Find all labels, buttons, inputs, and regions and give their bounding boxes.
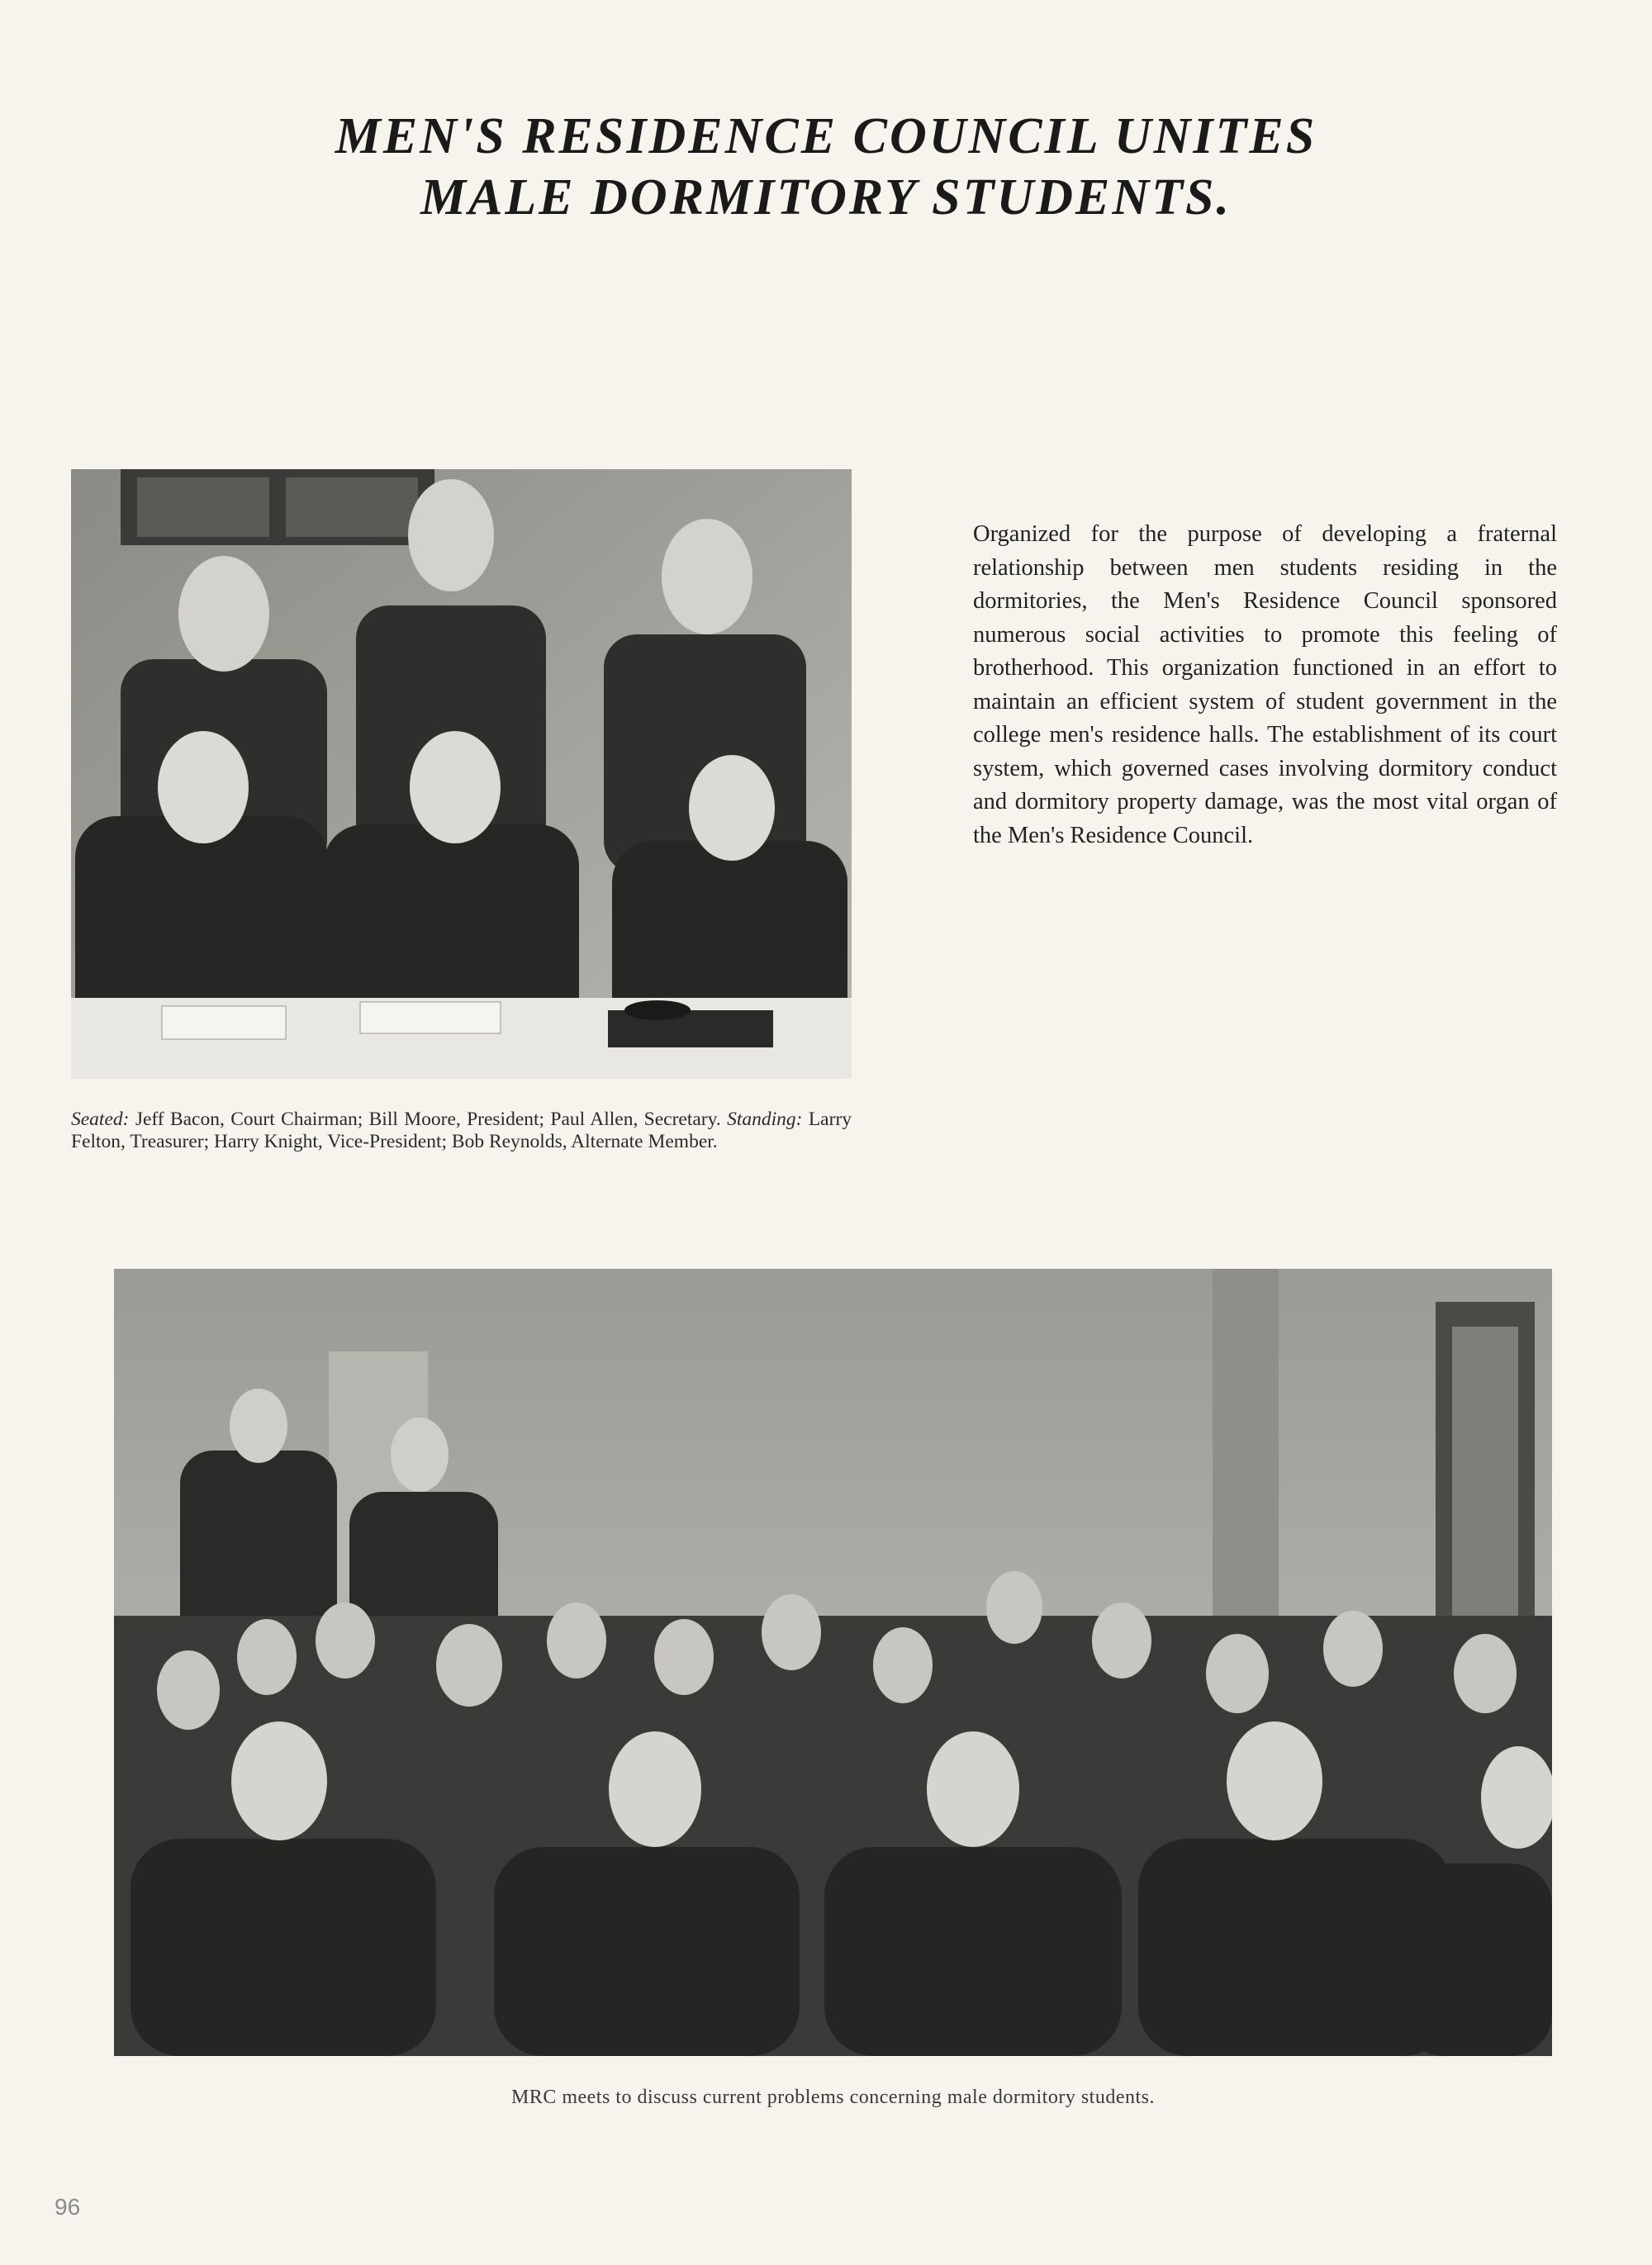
officers-caption: [71, 1109, 852, 1153]
headline-line-2: MALE DORMITORY STUDENTS.: [420, 169, 1232, 226]
standing-label: Standing:: [727, 1109, 803, 1130]
page-headline: [0, 106, 1652, 228]
headline-line-1: MEN'S RESIDENCE COUNCIL UNITES: [335, 108, 1317, 164]
standing-names: Larry Felton, Treasurer; Harry Knight, Vice-President; Bob Reynolds, Alternate Member.: [71, 1109, 852, 1152]
meeting-photo: [114, 1269, 1552, 2056]
meeting-caption: MRC meets to discuss current problems concerning male dormitory students.: [510, 2087, 1156, 2108]
page-number: 96: [55, 2194, 81, 2220]
seated-label: Seated:: [71, 1109, 130, 1130]
seated-names: Jeff Bacon, Court Chairman; Bill Moore, President; Paul Allen, Secretary.: [135, 1109, 721, 1130]
officers-photo: [71, 469, 852, 1079]
article-body: Organized for the purpose of developing a fraternal relationship between men students residing in the dormitories, the Men's Residence Council sponsored numerous social activities to promote this feeling of brotherhood. This organization functioned in an effort to maintain an efficient system of student government in the college men's residence halls. The establishment of its court system, which governed cases involving dormitory conduct and dormitory property damage, was the most vital organ of the Men's Residence Council.: [973, 521, 1557, 848]
